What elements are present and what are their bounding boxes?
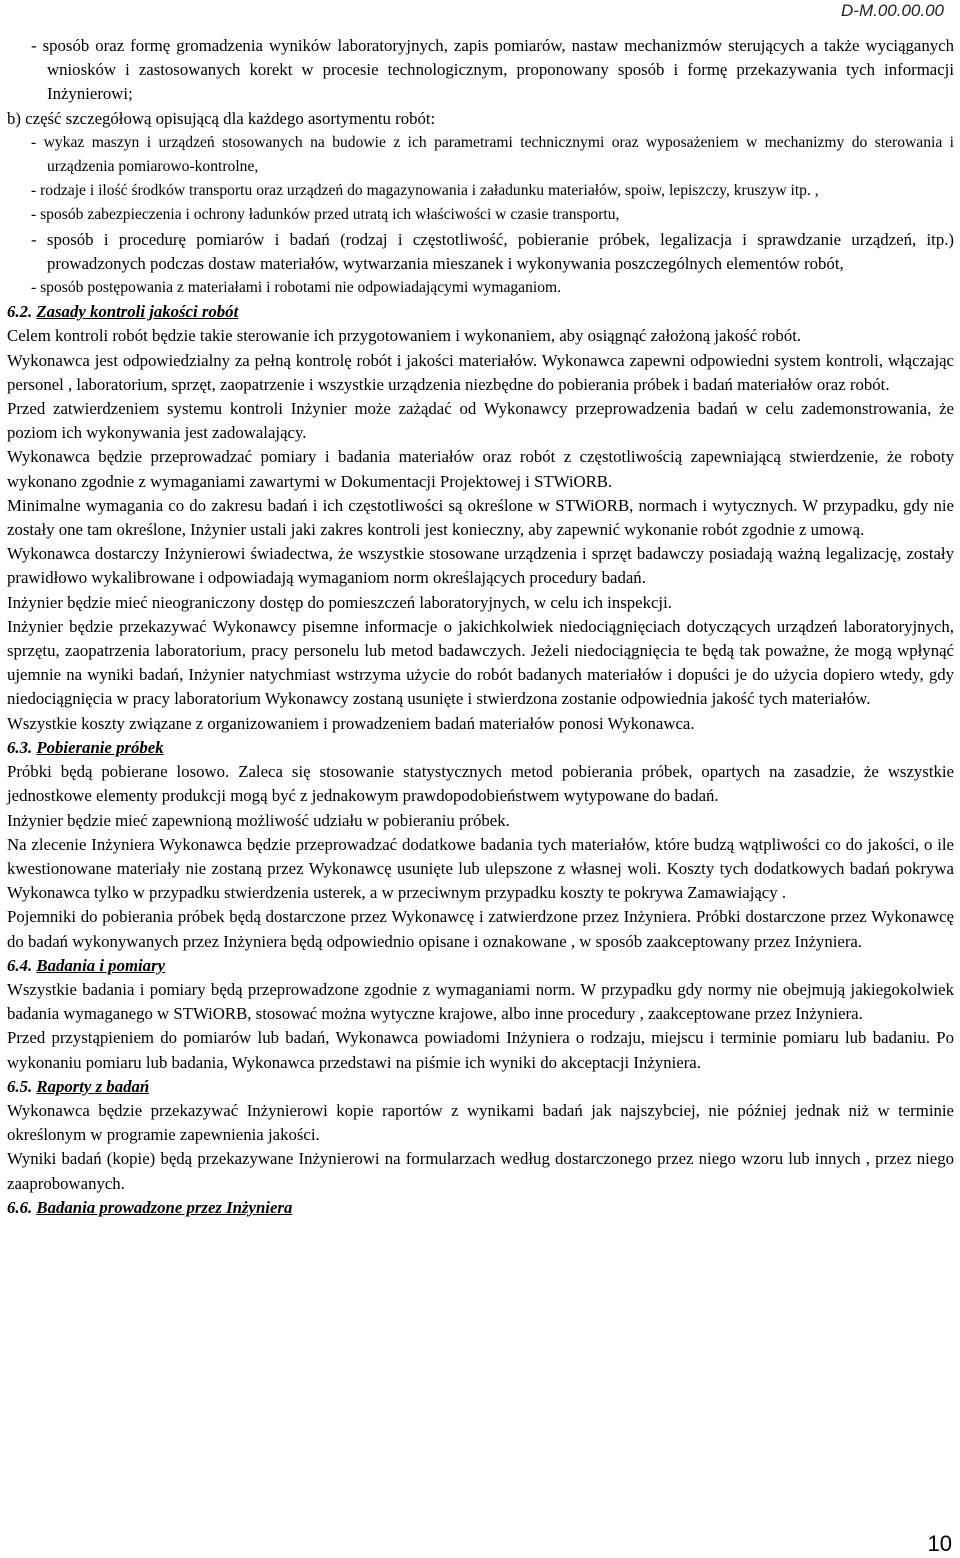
paragraph: Wykonawca będzie przekazywać Inżynierowi kopie raportów z wynikami badań jak najszybciej, nie później jednak niż w terminie określonym w programie zapewnienia jakości. xyxy=(7,1100,954,1145)
section-number: 6.5. xyxy=(7,1076,33,1096)
section-heading xyxy=(7,1196,954,1220)
paragraph: Wszystkie koszty związane z organizowaniem i prowadzeniem badań materiałów ponosi Wykonawca. xyxy=(7,713,695,733)
sections xyxy=(7,300,954,1220)
list-item: b) część szczegółową opisującą dla każdego asortymentu robót: xyxy=(7,108,436,128)
section-number: 6.6. xyxy=(7,1197,33,1217)
section-heading xyxy=(7,1075,954,1099)
page-number: 10 xyxy=(927,1531,952,1556)
paragraph: Inżynier będzie mieć nieograniczony dostęp do pomieszczeń laboratoryjnych, w celu ich inspekcji. xyxy=(7,592,672,612)
intro-list xyxy=(7,34,954,300)
paragraph: Wykonawca dostarczy Inżynierowi świadectwa, że wszystkie stosowane urządzenia i sprzęt badawczy posiadają ważną legalizację, zostały prawidłowo wykalibrowane i odpowiadają wymaganiom norm określających procedury badań. xyxy=(7,544,954,588)
section-number: 6.4. xyxy=(7,955,33,975)
section-title: Zasady kontroli jakości robót xyxy=(36,302,239,322)
list-item: - sposób i procedurę pomiarów i badań (rodzaj i częstotliwość, pobieranie próbek, legalizacja i sprawdzanie urządzeń, itp.) prowadzonych podczas dostaw materiałów, wytwarzania mieszanek i wykonywania poszczególnych elementów robót, xyxy=(31,229,954,273)
section-title: Badania i pomiary xyxy=(36,955,166,975)
paragraph: Celem kontroli robót będzie takie sterowanie ich przygotowaniem i wykonaniem, aby osiągnąć założoną jakość robót. xyxy=(7,326,802,346)
section-heading xyxy=(7,736,954,760)
list-item: - sposób postępowania z materiałami i robotami nie odpowiadającymi wymaganiom. xyxy=(31,279,562,297)
paragraph: Inżynier będzie mieć zapewnioną możliwość udziału w pobieraniu próbek. xyxy=(7,810,510,830)
paragraph: Minimalne wymagania co do zakresu badań i ich częstotliwości są określone w STWiORB, normach i wytycznych. W przypadku, gdy nie zostały one tam określone, Inżynier ustali jaki zakres kontroli jest konieczny, aby zapewnić wykonanie robót zgodnie z umową. xyxy=(7,495,954,540)
paragraph: Pojemniki do pobierania próbek będą dostarczone przez Wykonawcę i zatwierdzone przez Inżyniera. Próbki dostarczone przez Wykonawcę do badań wykonywanych przez Inżyniera będą odpowiednio opisane i oznakowane , w sposób zaakceptowany przez Inżyniera. xyxy=(7,907,954,951)
section-title: Pobieranie próbek xyxy=(36,737,164,757)
paragraph: Przed przystąpieniem do pomiarów lub badań, Wykonawca powiadomi Inżyniera o rodzaju, miejscu i terminie pomiaru lub badaniu. Po wykonaniu pomiaru lub badania, Wykonawca przedstawi na piśmie ich wyniki do akceptacji Inżyniera. xyxy=(7,1028,954,1072)
section-heading xyxy=(7,300,954,324)
section-number: 6.2. xyxy=(7,302,33,322)
paragraph: Próbki będą pobierane losowo. Zaleca się stosowanie statystycznych metod pobierania próbek, opartych na zasadzie, że wszystkie jednostkowe elementy produkcji mogą być z jednakowym prawdopodobieństwem wytypowane do badań. xyxy=(7,762,954,806)
paragraph: Na zlecenie Inżyniera Wykonawca będzie przeprowadzać dodatkowe badania tych materiałów, które budzą wątpliwości co do jakości, o ile kwestionowane materiały nie zostaną przez Wykonawcę usunięte lub ulepszone z własnej woli. Koszty tych dodatkowych badań pokrywa Wykonawca tylko w przypadku stwierdzenia usterek, a w przeciwnym przypadku koszty te pokrywa Zamawiający . xyxy=(7,834,954,903)
list-item: - wykaz maszyn i urządzeń stosowanych na budowie z ich parametrami technicznymi oraz wyposażeniem w mechanizmy do sterowania i urządzenia pomiarowo-kontrolne, xyxy=(31,133,954,176)
list-item: - sposób zabezpieczenia i ochrony ładunków przed utratą ich właściwości w czasie transportu, xyxy=(31,206,620,224)
list-item: - sposób oraz formę gromadzenia wyników laboratoryjnych, zapis pomiarów, nastaw mechanizmów sterujących a także wyciąganych wniosków i zastosowanych korekt w procesie technologicznym, proponowany sposób i formę przekazywania tych informacji Inżynierowi; xyxy=(31,36,954,104)
paragraph: Wszystkie badania i pomiary będą przeprowadzone zgodnie z wymaganiami norm. W przypadku gdy normy nie obejmują jakiegokolwiek badania wymaganego w STWiORB, stosować można wytyczne krajowe, albo inne procedury , zaakceptowane przez Inżyniera. xyxy=(7,979,954,1024)
document-body xyxy=(7,34,954,1220)
paragraph: Wykonawca jest odpowiedzialny za pełną kontrolę robót i jakości materiałów. Wykonawca zapewni odpowiedni system kontroli, włączając personel , laboratorium, sprzęt, zaopatrzenie i wszystkie urządzenia niezbędne do pobierania próbek i badań materiałów oraz robót. xyxy=(7,350,954,394)
paragraph: Inżynier będzie przekazywać Wykonawcy pisemne informacje o jakichkolwiek niedociągnięciach dotyczących urządzeń laboratoryjnych, sprzętu, zaopatrzenia laboratorium, pracy personelu lub metod badawczych. Jeżeli niedociągnięcia te będą tak poważne, że mogą wpłynąć ujemnie na wyniki badań, Inżynier natychmiast wstrzyma użycie do robót badanych materiałów i dopuści je do użycia dopiero wtedy, gdy niedociągnięcia w pracy laboratorium Wykonawcy zostaną usunięte i stwierdzona zostanie odpowiednia jakość tych materiałów. xyxy=(7,616,954,709)
list-item: - rodzaje i ilość środków transportu oraz urządzeń do magazynowania i załadunku materiałów, spoiw, lepiszczy, kruszyw itp. , xyxy=(31,182,819,200)
section-number: 6.3. xyxy=(7,737,33,757)
paragraph: Przed zatwierdzeniem systemu kontroli Inżynier może zażądać od Wykonawcy przeprowadzenia badań w celu zademonstrowania, że poziom ich wykonywania jest zadowalający. xyxy=(7,399,954,443)
paragraph: Wykonawca będzie przeprowadzać pomiary i badania materiałów oraz robót z częstotliwością zapewniającą stwierdzenie, że roboty wykonano zgodnie z wymaganiami zawartymi w Dokumentacji Projektowej i STWiORB. xyxy=(7,447,954,491)
document-code: D-M.00.00.00 xyxy=(841,1,944,20)
section-title: Badania prowadzone przez Inżyniera xyxy=(36,1197,293,1217)
paragraph: Wyniki badań (kopie) będą przekazywane Inżynierowi na formularzach według dostarczonego przez niego wzoru lub innych , przez niego zaaprobowanych. xyxy=(7,1149,954,1193)
section-heading xyxy=(7,954,954,978)
section-title: Raporty z badań xyxy=(36,1076,150,1096)
